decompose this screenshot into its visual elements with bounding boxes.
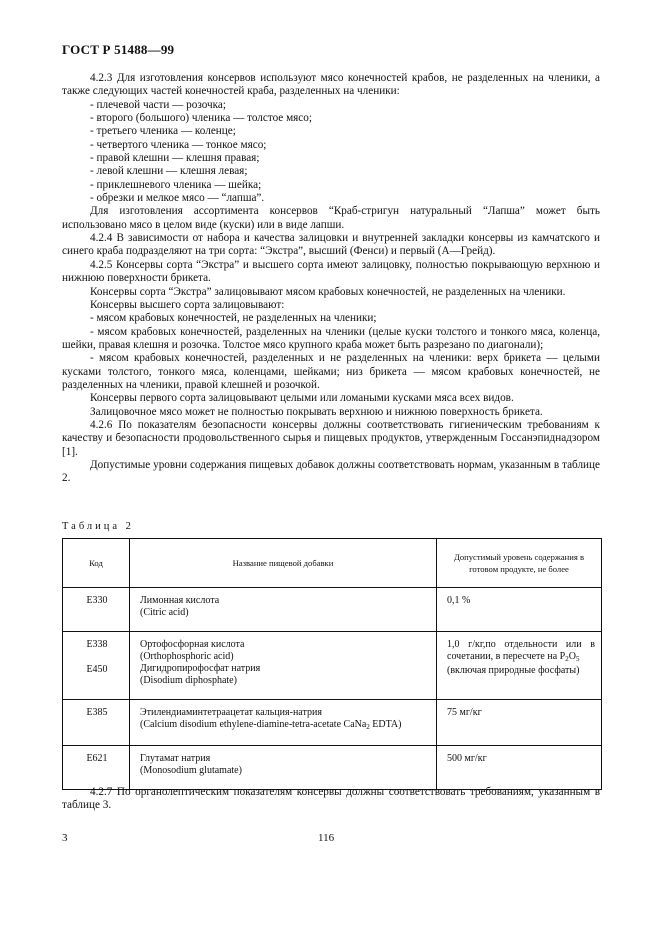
cell-level: 75 мг/кг [437, 700, 602, 746]
additive-name: Глутамат натрия [140, 753, 211, 764]
list-item: - мясом крабовых конечностей, разделенных и не разделенных на членики: верх брикета — целыми кусками толстого, тонкого мяса, коленцами, шейками; низ брикета — мясом крабовых конечностей, не разделенных на членики, правой клешней и розочкой. [62, 352, 600, 391]
paragraph: Допустимые уровни содержания пищевых добавок должны соответствовать нормам, указанным в таблице 2. [62, 458, 600, 485]
list-item: - мясом крабовых конечностей, разделенных на членики (целые куски толстого и тонкого мяса, коленца, шейки, правая клешня и розочка. Толстое мясо крупного краба может быть разрезано по диагонали); [62, 325, 600, 351]
after-table-text [62, 786, 600, 813]
additives-table [62, 538, 602, 790]
table-row [63, 746, 602, 790]
cell-name [130, 700, 437, 746]
list-item: - плечевой части — розочка; [90, 98, 226, 111]
table-header-row [63, 539, 602, 588]
list-item: - левой клешни — клешня левая; [90, 165, 248, 178]
cell-name [130, 588, 437, 632]
column-header-code: Код [63, 539, 130, 588]
additive-name-en: (Citric acid) [140, 607, 189, 618]
cell-name [130, 746, 437, 790]
cell-name [130, 632, 437, 700]
subscript: 2 [366, 723, 370, 731]
paragraph: Консервы высшего сорта залицовывают: [90, 298, 285, 311]
additive-name-en: (Orthophosphoric acid) [140, 651, 234, 662]
paragraph: Консервы первого сорта залицовывают целыми или ломаными кусками мяса всех видов. [90, 392, 514, 405]
page-number-center: 116 [318, 832, 335, 844]
cell-level: 500 мг/кг [437, 746, 602, 790]
column-header-level: Допустимый уровень содержания в готовом продукте, не более [437, 539, 602, 588]
document-header: ГОСТ Р 51488—99 [62, 42, 175, 57]
page-number-left: 3 [62, 832, 68, 844]
subscript: 5 [575, 655, 580, 663]
table-row [63, 632, 602, 700]
paragraph-4-2-7: 4.2.7 По органолептическим показателям консервы должны соответствовать требованиям, указанным в таблице 3. [62, 786, 600, 812]
column-header-name: Название пищевой добавки [130, 539, 437, 588]
code: Е450 [86, 664, 108, 675]
list-item: - мясом крабовых конечностей, не разделенных на членики; [90, 312, 377, 325]
body-text [62, 72, 600, 486]
additive-name: Этилендиаминтетраацетат кальция-натрия [140, 707, 322, 718]
subscript: 2 [565, 655, 569, 663]
paragraph-4-2-3: 4.2.3 Для изготовления консервов используют мясо конечностей крабов, не разделенных на членики, а также следующих частей конечностей краба, разделенных на членики: [62, 72, 600, 98]
cell-level: 0,1 % [437, 588, 602, 632]
table-row [63, 700, 602, 746]
list-item: - четвертого членика — тонкое мясо; [90, 138, 267, 151]
name-part: EDTA) [369, 719, 402, 730]
cell-code [63, 632, 130, 700]
additive-name-en: (Disodium diphosphate) [140, 675, 237, 686]
additive-name: Дигидропирофосфат натрия [140, 663, 261, 674]
level-text: (включая природные фосфаты) [447, 665, 580, 676]
paragraph: Залицовочное мясо может не полностью покрывать верхнюю и нижнюю поверхность брикета. [90, 405, 543, 418]
list-item: - третьего членика — коленце; [90, 125, 236, 138]
additive-name-en: (Monosodium glutamate) [140, 765, 242, 776]
code: Е338 [86, 639, 108, 650]
paragraph-4-2-5: 4.2.5 Консервы сорта “Экстра” и высшего сорта имеют залицовку, полностью покрывающую верхнюю и нижнюю поверхности брикета. [62, 258, 600, 285]
table-row [63, 588, 602, 632]
list-item: - обрезки и мелкое мясо — “лапша”. [90, 192, 265, 205]
list-item: - приклешневого членика — шейка; [90, 178, 262, 191]
paragraph: Консервы сорта “Экстра” залицовывают мясом крабовых конечностей, не разделенных на членики. [90, 285, 566, 298]
additive-name: Лимонная кислота [140, 595, 220, 606]
list-item: - правой клешни — клешня правая; [90, 152, 260, 165]
cell-level [437, 632, 602, 700]
cell-code: Е385 [63, 700, 130, 746]
level-text: O [568, 651, 576, 662]
list-item: - второго (большого) членика — толстое мясо; [90, 112, 312, 125]
level-text: 1,0 г/кг,по отдельности или в сочетании, в пересчете на P [447, 639, 595, 662]
cell-code: Е330 [63, 588, 130, 632]
name-part: (Calcium disodium ethylene-diamine-tetra-acetate CaNa [140, 719, 367, 730]
paragraph-4-2-6: 4.2.6 По показателям безопасности консервы должны соответствовать гигиеническим требованиям к качеству и безопасности продовольственного сырья и пищевых продуктов, утвержденным Госсанэпиднадзором [1]. [62, 418, 600, 458]
additive-name: Ортофосфорная кислота [140, 639, 245, 650]
paragraph: Для изготовления ассортимента консервов “Краб-стригун натуральный “Лапша” может быть использовано мясо в целом виде (куски) или в виде лапши. [62, 205, 600, 231]
paragraph-4-2-4: 4.2.4 В зависимости от набора и качества залицовки и внутренней закладки консервы из камчатского и синего краба подразделяют на три сорта: “Экстра”, высший (Фенси) и первый (А—Грейд). [62, 232, 600, 258]
additive-name-en [140, 719, 430, 733]
cell-code: Е621 [63, 746, 130, 790]
table-caption: Таблица 2 [62, 521, 134, 532]
